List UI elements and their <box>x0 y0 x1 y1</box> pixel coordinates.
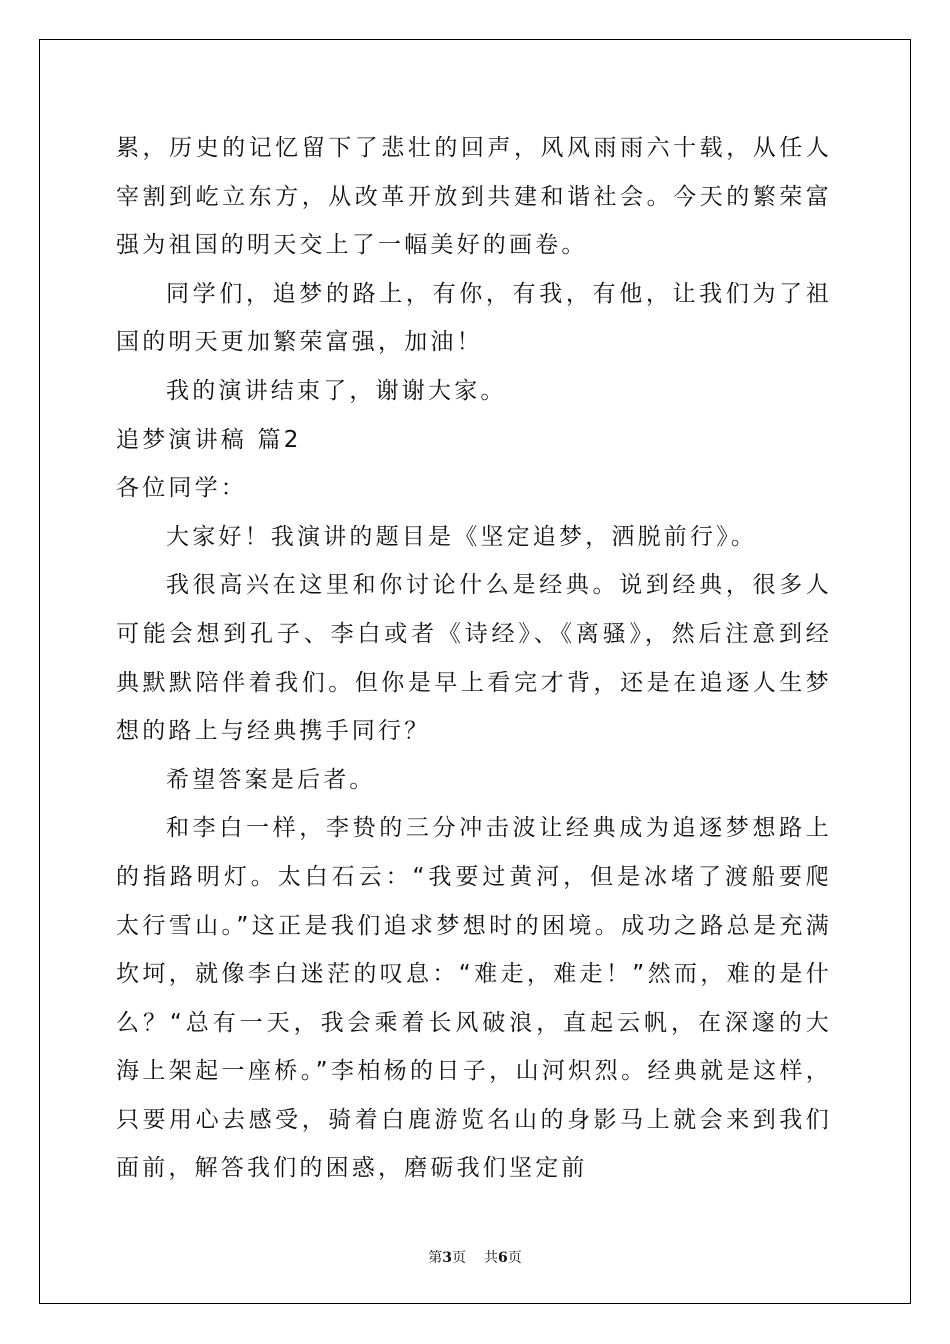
salutation: 各位同学： <box>116 475 247 502</box>
total-label-prefix: 共 <box>484 1250 498 1266</box>
page-label-prefix: 第 <box>428 1250 443 1266</box>
paragraph-classics: 我很高兴在这里和你讨论什么是经典。说到经典，很多人可能会想到孔子、李白或者《诗经》、《离骚》，然后注意到经典默默陪伴着我们。但你是早上看完才背，还是在追逐人生梦想的路上与经典携手同行？ <box>116 572 832 745</box>
paragraph-closing: 我的演讲结束了，谢谢大家。 <box>166 377 507 404</box>
paragraph-li-bai: 和李白一样，李贽的三分冲击波让经典成为追逐梦想路上的指路明灯。太白石云：“我要过黄河，但是冰堵了渡船要爬太行雪山。”这正是我们追求梦想时的困境。成功之路总是充满坎坷，就像李白迷茫的叹息：“难走，难走！”然而，难的是什么？“总有一天，我会乘着长风破浪，直起云帆，在深邃的大海上架起一座桥。”李柏杨的日子，山河炽烈。经典就是这样，只要用心去感受，骑着白鹿游览名山的身影马上就会来到我们面前，解答我们的困惑，磨砺我们坚定前 <box>116 815 832 1182</box>
page-footer <box>0 1247 950 1267</box>
paragraph-call-to-action: 同学们，追梦的路上，有你，有我，有他，让我们为了祖国的明天更加繁荣富强，加油！ <box>116 280 832 356</box>
paragraph-greeting: 大家好！我演讲的题目是《坚定追梦，洒脱前行》。 <box>166 523 758 550</box>
total-pages: 6 <box>498 1250 508 1266</box>
page-number: 3 <box>442 1250 452 1266</box>
paragraph-continued: 累，历史的记忆留下了悲壮的回声，风风雨雨六十载，从任人宰割到屹立东方，从改革开放到共建和谐社会。今天的繁荣富强为祖国的明天交上了一幅美好的画卷。 <box>116 135 832 259</box>
section-title: 追梦演讲稿 篇2 <box>116 426 302 453</box>
paragraph-hope: 希望答案是后者。 <box>166 766 376 793</box>
page-label-suffix: 页 <box>452 1250 466 1266</box>
document-body <box>116 124 832 1193</box>
total-label-suffix: 页 <box>507 1250 522 1266</box>
